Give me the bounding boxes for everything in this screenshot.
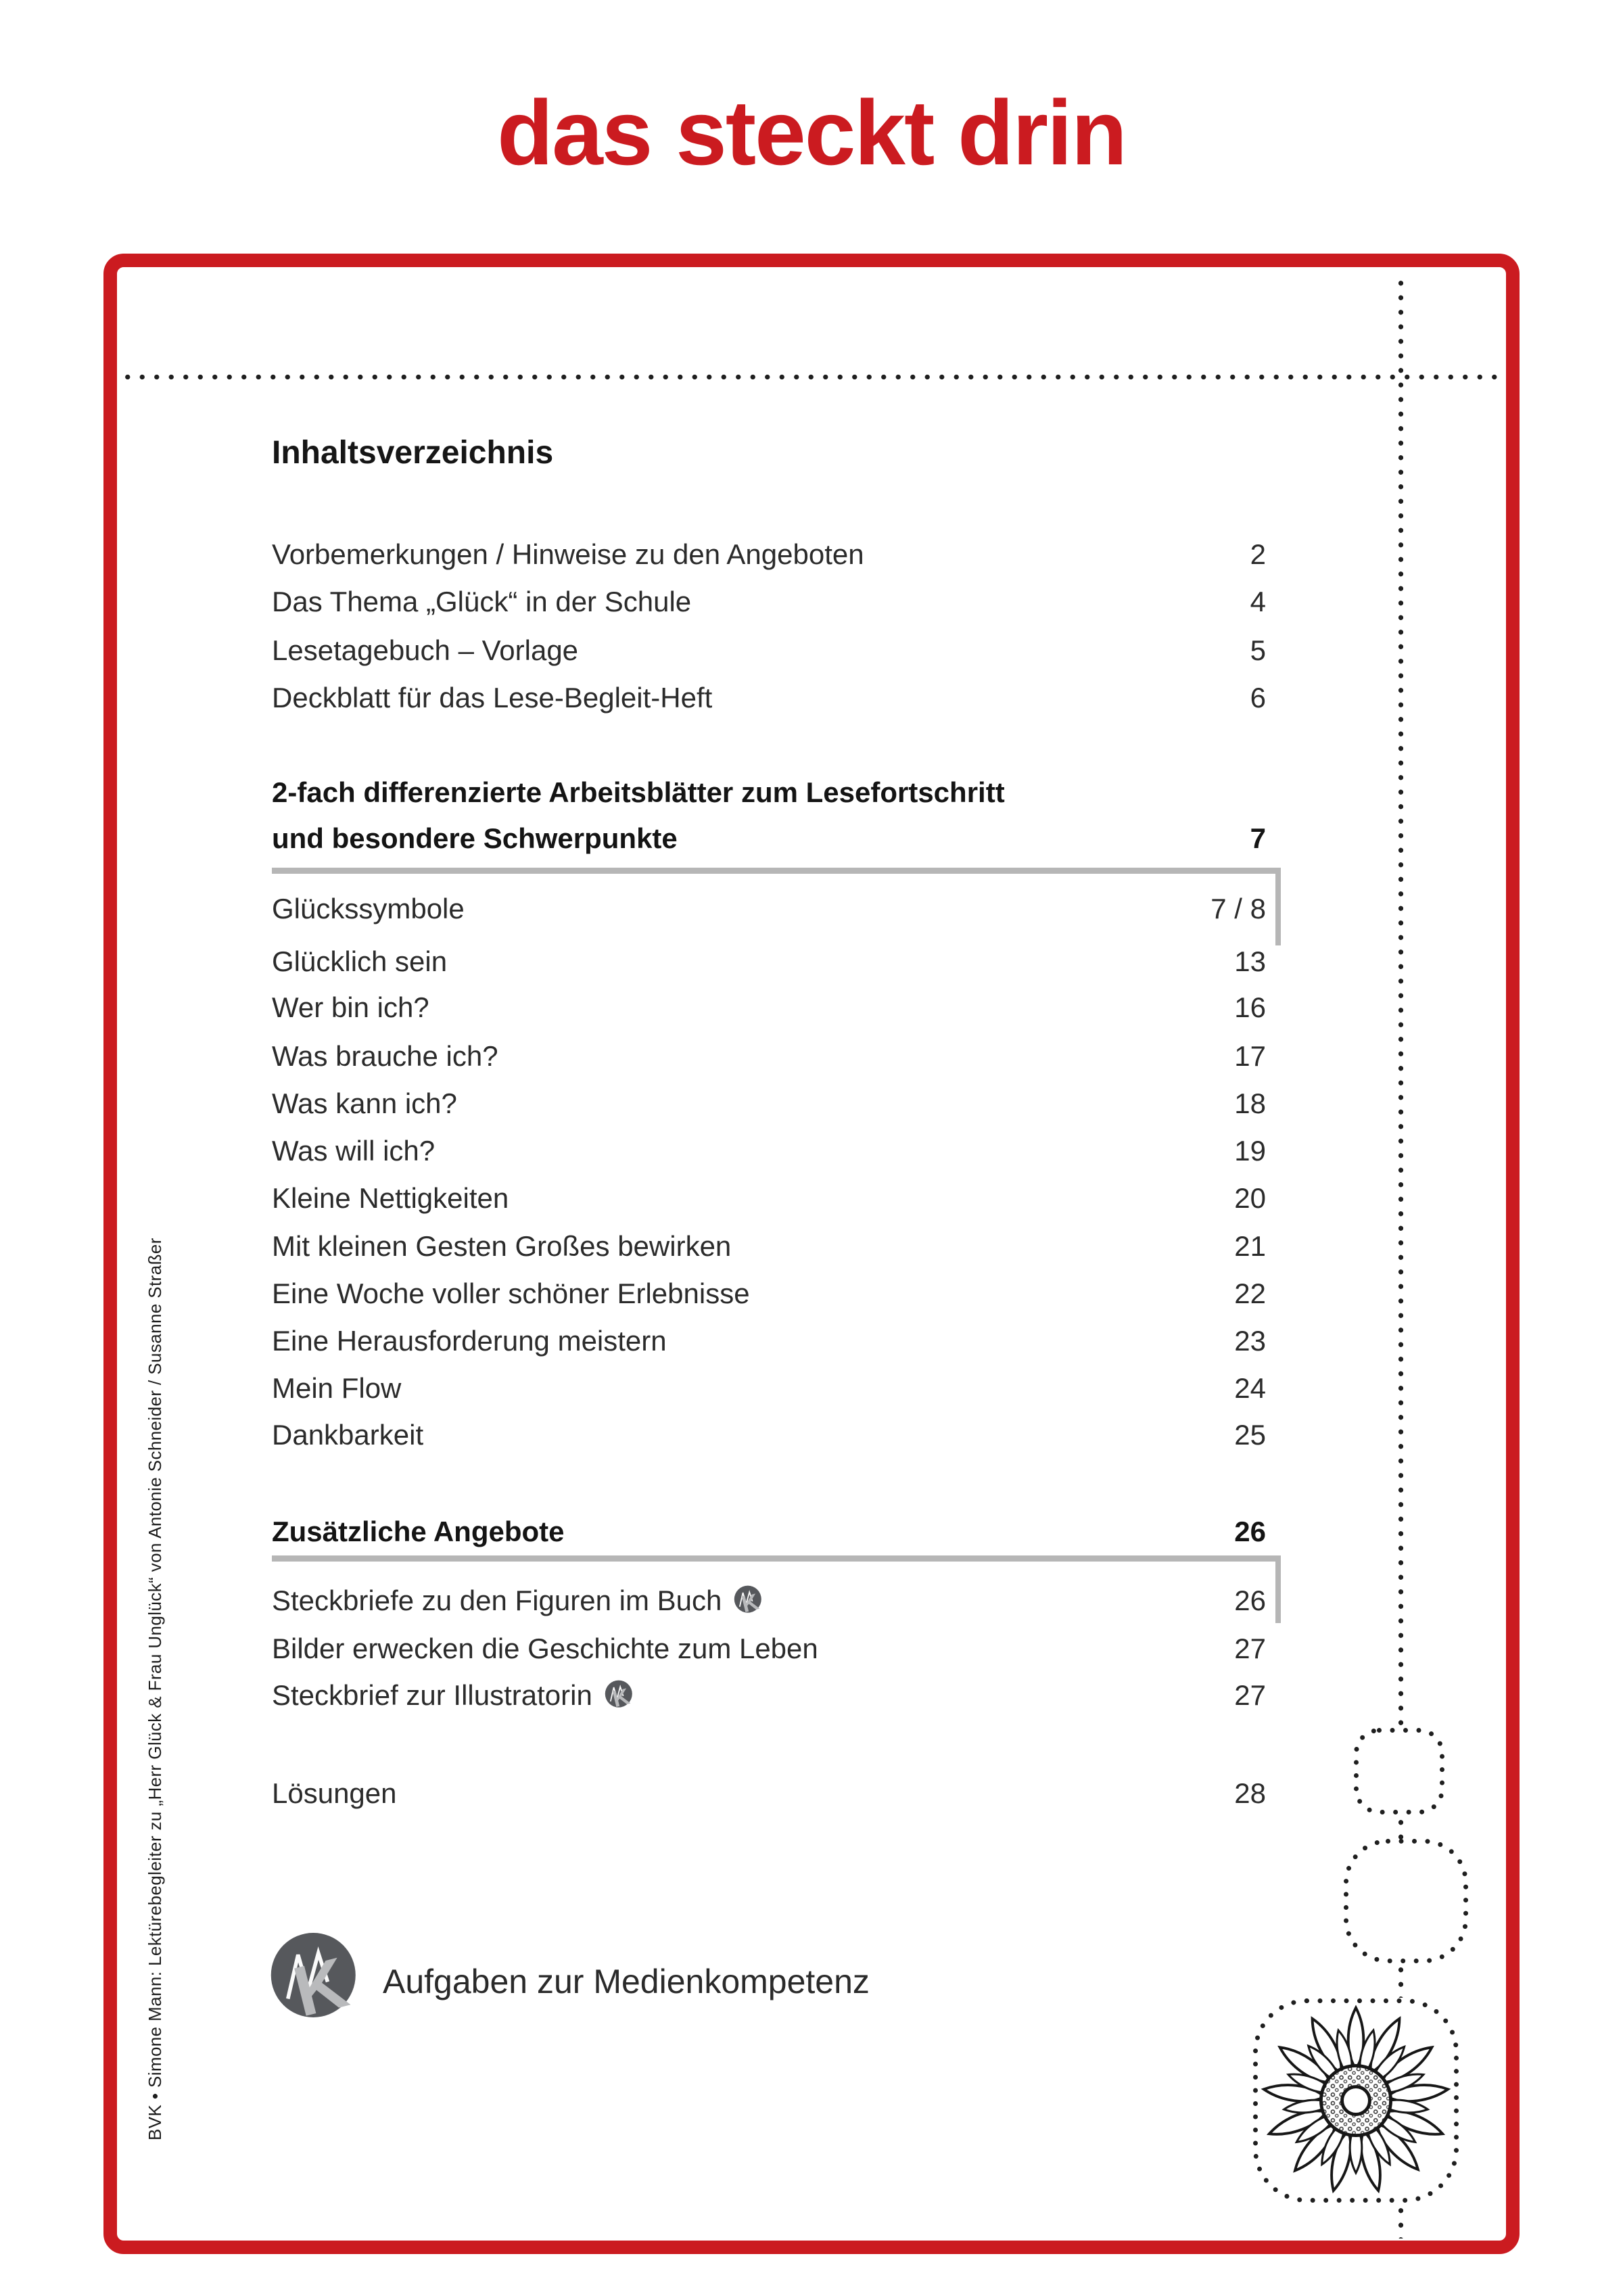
toc-item-label: Kleine Nettigkeiten: [272, 1182, 509, 1214]
toc-row: [272, 1770, 1266, 1817]
footer-label: Aufgaben zur Medienkompetenz: [383, 1963, 870, 2000]
toc-section-header: [272, 815, 1266, 862]
toc-page-number: 16: [1234, 991, 1266, 1023]
toc-item-label: Lösungen: [272, 1777, 397, 1809]
toc-page-number: 17: [1234, 1040, 1266, 1072]
mk-logo: [265, 1929, 367, 2031]
toc-row: [272, 1270, 1266, 1317]
dotted-square: [1353, 1727, 1445, 1815]
toc-item-label: Eine Herausforderung meistern: [272, 1325, 667, 1357]
page-title: das steckt drin: [497, 81, 1126, 184]
toc-item-label: Lesetagebuch – Vorlage: [272, 634, 579, 666]
toc-item-label: Was kann ich?: [272, 1087, 457, 1119]
toc-page-number: 25: [1234, 1419, 1266, 1451]
toc-page-number: 21: [1234, 1230, 1266, 1262]
mk-icon: [732, 1585, 765, 1617]
dotted-rail: [1398, 2203, 1404, 2239]
toc-item-label: Dankbarkeit: [272, 1419, 424, 1451]
section-bracket-bar: [272, 868, 1281, 874]
toc-item-label: Zusätzliche Angebote: [272, 1516, 565, 1547]
toc-row: [272, 885, 1266, 933]
toc-page-number: 13: [1234, 945, 1266, 977]
section-bracket-line: [1275, 1555, 1281, 1623]
mk-icon: [603, 1679, 636, 1712]
toc-section-header: [272, 769, 1266, 816]
toc-item-label: Bilder erwecken die Geschichte zum Leben: [272, 1633, 818, 1664]
toc-row: [272, 1317, 1266, 1365]
toc-item-label: Steckbrief zur Illustratorin: [272, 1679, 592, 1711]
toc-item-label: Vorbemerkungen / Hinweise zu den Angeboten: [272, 538, 864, 570]
toc-item-label: Eine Woche voller schöner Erlebnisse: [272, 1278, 750, 1309]
toc-item-label: Das Thema „Glück“ in der Schule: [272, 586, 692, 617]
toc-page-number: 19: [1234, 1135, 1266, 1167]
toc-item-label: Glückssymbole: [272, 893, 465, 924]
toc-section-header: [272, 1508, 1266, 1555]
toc-page-number: 2: [1250, 538, 1266, 570]
toc-item-label: Mit kleinen Gesten Großes bewirken: [272, 1230, 732, 1262]
dotted-rail: [1398, 1963, 1404, 1998]
toc-row: [272, 984, 1266, 1031]
toc-page-number: 28: [1234, 1777, 1266, 1809]
toc-row: [272, 938, 1266, 985]
toc-row: [272, 1127, 1266, 1175]
toc-row: [272, 1672, 1266, 1719]
dotted-rail: [1398, 276, 1404, 1727]
toc-row: [272, 1033, 1266, 1080]
toc-row: [272, 1175, 1266, 1222]
toc-page-number: 6: [1250, 682, 1266, 713]
toc-row: [272, 1365, 1266, 1412]
toc-row: [272, 1080, 1266, 1127]
toc-page-number: 22: [1234, 1278, 1266, 1309]
toc-item-label: Was will ich?: [272, 1135, 436, 1167]
toc-item-label: Steckbriefe zu den Figuren im Buch: [272, 1585, 722, 1616]
section-bracket-line: [1275, 868, 1281, 945]
toc-item-label: Mein Flow: [272, 1372, 402, 1404]
toc-row: [272, 531, 1266, 578]
sidebar-credit-text: BVK • Simone Mann: Lektürebegleiter zu „Herr Glück & Frau Unglück“ von Antonie Schneider / Susanne Straßer: [145, 1238, 165, 2140]
toc-row: [272, 627, 1266, 674]
toc-row: [272, 1223, 1266, 1270]
toc-page-number: 26: [1234, 1516, 1266, 1547]
toc-row: [272, 578, 1266, 626]
toc-page-number: 20: [1234, 1182, 1266, 1214]
toc-page-number: 27: [1234, 1679, 1266, 1711]
toc-row: [272, 1577, 1266, 1624]
toc-item-label: 2-fach differenzierte Arbeitsblätter zum Lesefortschritt: [272, 776, 1005, 808]
toc-page-number: 24: [1234, 1372, 1266, 1404]
toc-page-number: 23: [1234, 1325, 1266, 1357]
toc-page-number: 4: [1250, 586, 1266, 617]
toc-page-number: 27: [1234, 1633, 1266, 1664]
sunflower-icon: [1256, 2002, 1455, 2199]
toc-item-label: und besondere Schwerpunkte: [272, 822, 678, 854]
toc-item-label: Glücklich sein: [272, 945, 448, 977]
toc-page-number: 7: [1250, 822, 1266, 854]
toc-heading: Inhaltsverzeichnis: [272, 435, 554, 471]
toc-item-label: Was brauche ich?: [272, 1040, 498, 1072]
toc-item-label: Wer bin ich?: [272, 991, 429, 1023]
toc-page-number: 5: [1250, 634, 1266, 666]
dotted-rail: [1398, 1815, 1404, 1840]
toc-page-number: 18: [1234, 1087, 1266, 1119]
toc-row: [272, 674, 1266, 722]
toc-page-number: 7 / 8: [1210, 893, 1266, 924]
section-bracket-bar: [272, 1555, 1281, 1562]
dotted-square: [1343, 1838, 1469, 1964]
toc-row: [272, 1411, 1266, 1459]
dotted-divider: [120, 374, 1505, 380]
toc-item-label: Deckblatt für das Lese-Begleit-Heft: [272, 682, 713, 713]
toc-row: [272, 1625, 1266, 1672]
toc-page-number: 26: [1234, 1585, 1266, 1616]
